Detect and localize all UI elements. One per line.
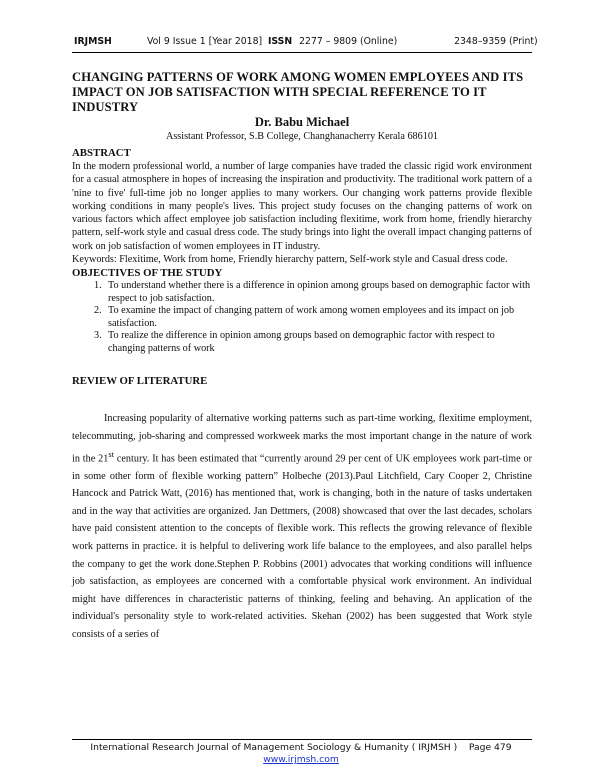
article-title: CHANGING PATTERNS OF WORK AMONG WOMEN EMPLOYEES AND ITS IMPACT ON JOB SATISFACTION WITH SPECIAL REFERENCE TO IT INDUSTRY xyxy=(72,70,524,114)
issue-info: Vol 9 Issue 1 [Year 2018] xyxy=(146,36,263,47)
review-text xyxy=(72,410,532,643)
journal-website-link[interactable]: www.irjmsh.com xyxy=(263,754,339,765)
page-number: Page 479 xyxy=(468,742,512,753)
objective-number: 3. xyxy=(94,330,102,342)
review-heading: REVIEW OF LITERATURE xyxy=(72,375,208,388)
abstract-text: In the modern professional world, a number of large companies have traded the classic rigid work environment for a casual atmosphere in hopes of increasing the inspiration and productivity. The traditional work pattern of a 'nine to five' full-time job no longer applies to many workers. Our changing work patterns provide flexible working conditions in many people's lives. This project study focuses on the changing patterns of work on various factors which affect employee job satisfaction including flexitime, work from home, friendly hierarchy pattern, self-work style and casual dress code. The study brings into light the overall impact changing patterns of work on job satisfaction of women employees in IT industry. xyxy=(72,161,532,252)
abstract-heading: ABSTRACT xyxy=(72,147,131,159)
keywords: Keywords: Flexitime, Work from home, Friendly hierarchy pattern, Self-work style and Casual dress code. xyxy=(72,254,508,266)
footer-journal: International Research Journal of Management Sociology & Humanity ( IRJMSH ) xyxy=(90,742,458,753)
objectives-list xyxy=(72,280,532,355)
issn-online: 2277 – 9809 (Online) xyxy=(299,36,398,47)
author-affiliation: Assistant Professor, S.B College, Changhanacherry Kerala 686101 xyxy=(165,131,439,142)
journal-abbrev: IRJMSH xyxy=(74,36,112,47)
footer-divider xyxy=(72,739,532,740)
footer-line xyxy=(70,742,532,754)
page-footer xyxy=(70,742,532,766)
objective-text: To examine the impact of changing pattern of work among women employees and its impact on job satisfaction. xyxy=(108,305,515,329)
author-name: Dr. Babu Michael xyxy=(254,115,350,129)
header-divider xyxy=(72,52,532,53)
objective-number: 2. xyxy=(94,305,102,317)
article-body xyxy=(72,70,532,654)
objective-text: To understand whether there is a difference in opinion among groups based on demographic factor with respect to job satisfaction. xyxy=(108,280,531,304)
objective-item xyxy=(94,330,532,355)
issn-label: ISSN xyxy=(267,36,293,47)
objective-text: To realize the difference in opinion among groups based on demographic factor with respect to changing patterns of work xyxy=(108,330,495,354)
running-header xyxy=(74,36,538,47)
objective-number: 1. xyxy=(94,280,102,292)
issn-print: 2348–9359 (Print) xyxy=(454,36,538,47)
review-text-part1: Increasing popularity of alternative working patterns such as part-time working, flexitime employment, telecommuting, job-sharing and compressed workweek marks the most important change in the nature of work in the 21 xyxy=(72,413,532,464)
objectives-heading: OBJECTIVES OF THE STUDY xyxy=(72,267,223,280)
review-text-part2: century. It has been estimated that “currently around 29 per cent of UK employees work part-time or in some other form of flexible working pattern” Holbeche (2013).Paul Litchfield, Cary Cooper 2, Christine Hancock and Patrick Watt, (2016) has mentioned that, work is changing, both in the nature of tasks undertaken and in the way that activities are organized. Jan Dettmers, (2008) showcased that over the last decades, scholars have paid consistent attention to the concepts of flexible work. This reflects the growing relevance of flexible work patterns in practice. it is helpful to delivering work life balance to the employees, and also parallel helps the company to get the work done.Stephen P. Robbins (2001) advocates that working conditions will influence job satisfaction, as employees are concerned with a comfortable physical work environment. An individual might have differences in characteristic patterns of thinking, feeling and behaving. An application of the individual's personality style to work-related activities. Skehan (2002) has been suggested that Work style consists of a series of xyxy=(72,452,532,640)
superscript-st: st xyxy=(108,448,114,459)
objective-item xyxy=(94,305,532,330)
objective-item xyxy=(94,280,532,305)
